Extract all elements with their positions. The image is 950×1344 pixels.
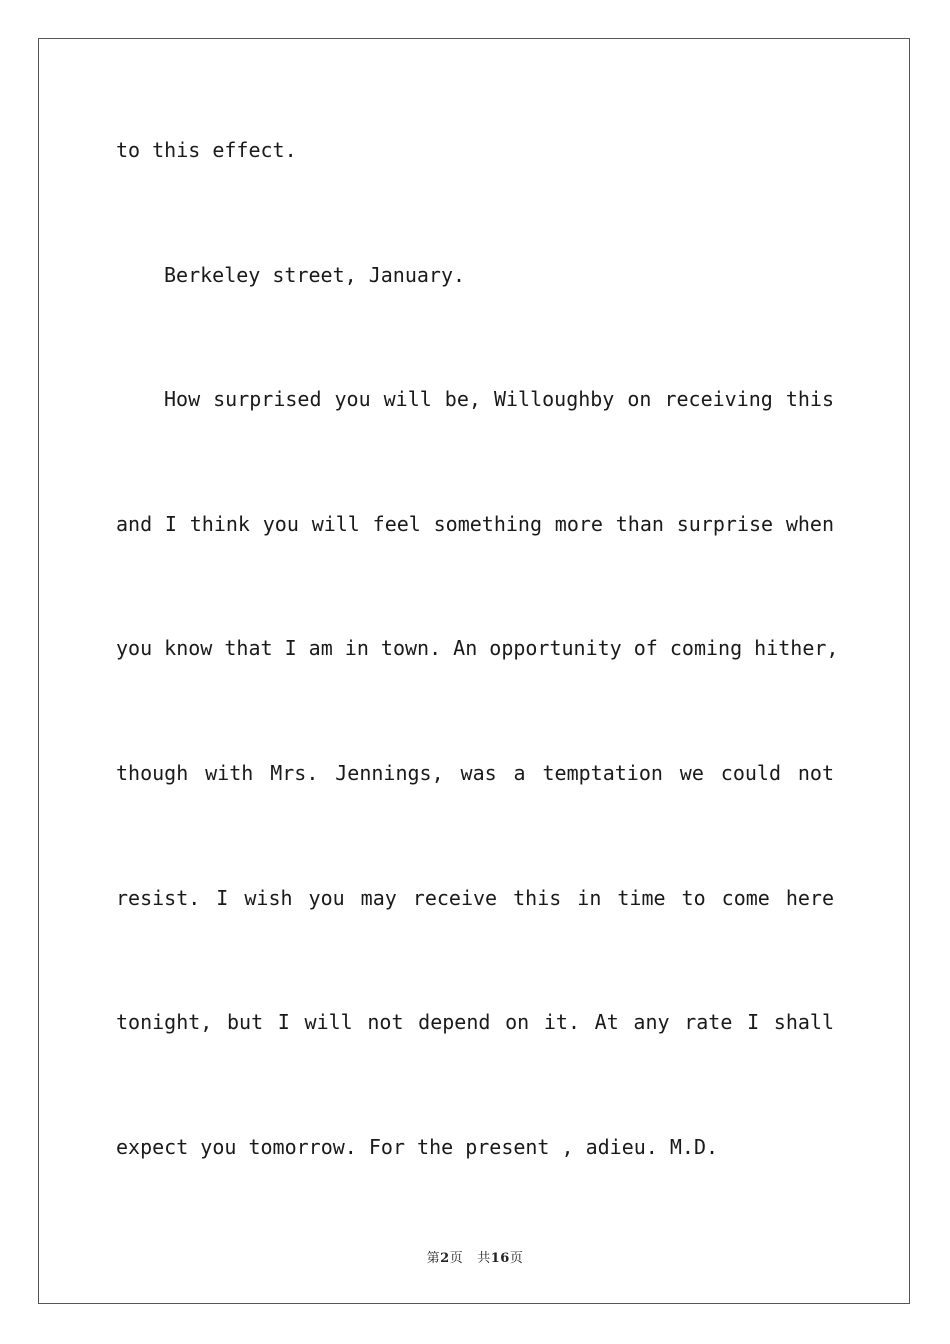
text-line: and I think you will feel something more than surprise when [116,511,834,536]
text-line: Berkeley street, January. [164,262,466,287]
text-line: to this effect. [116,138,297,162]
text-line: resist. I wish you may receive this in time to come here [116,885,834,910]
page-footer [0,1247,950,1266]
total-pages: 16 [490,1251,510,1266]
text-line: How surprised you will be, Willoughby on receiving this [164,387,834,412]
total-suffix: 页 [509,1251,524,1266]
page-number: 2 [440,1251,450,1266]
text-line: though with Mrs. Jennings, was a temptation we could not [116,760,834,785]
page-suffix: 页 [449,1251,464,1266]
text-line: tonight, but I will not depend on it. At any rate I shall [116,1010,834,1035]
page-prefix: 第 [426,1251,441,1266]
document-body [116,126,839,1247]
total-prefix: 共 [477,1251,491,1266]
text-line: expect you tomorrow. For the present , adieu. M.D. [116,1134,719,1159]
text-line: you know that I am in town. An opportunity of coming hither, [116,636,839,661]
